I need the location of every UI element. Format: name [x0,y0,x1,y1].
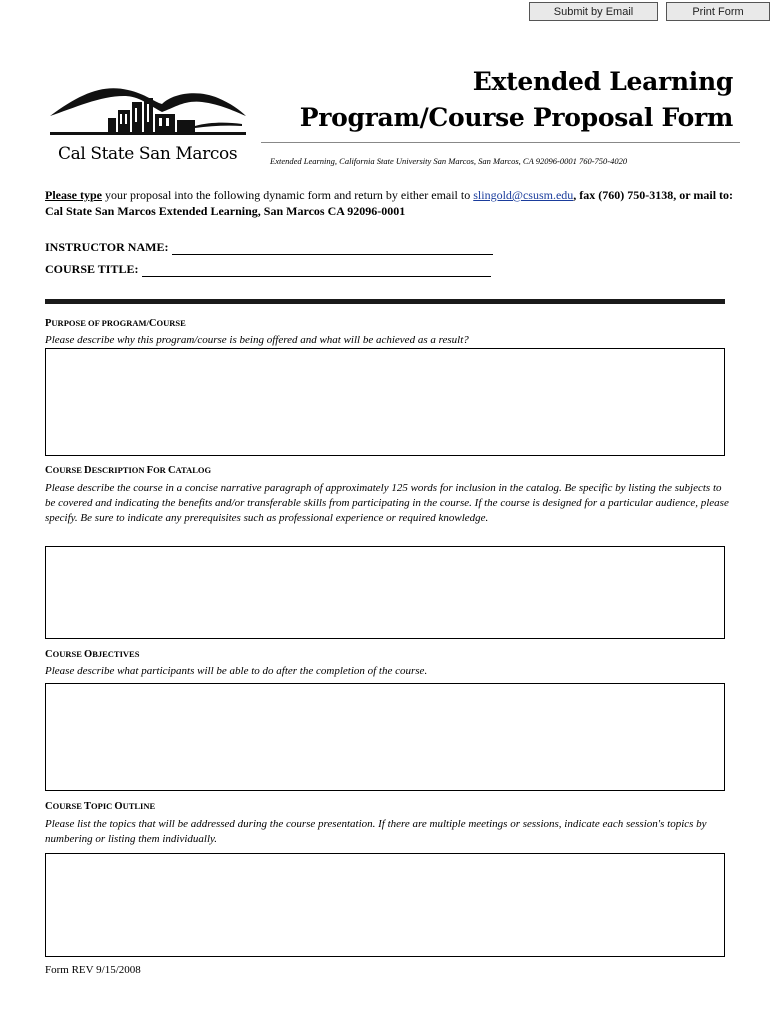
objectives-heading: COURSE OBJECTIVES [45,649,140,660]
logo-wordmark: Cal State San Marcos [58,144,238,164]
course-title-field [45,262,491,277]
title-line-2: Program/Course Proposal Form [299,103,733,132]
intro-paragraph [45,187,735,219]
catalog-description-textarea[interactable] [45,546,725,639]
intro-text-1: your proposal into the following dynamic form and return by either email to [101,188,474,202]
purpose-heading: PURPOSE OF PROGRAM/COURSE [45,318,186,329]
objectives-description: Please describe what participants will be able to do after the completion of the course. [45,665,428,677]
header-divider [261,142,740,143]
title-line-1: Extended Learning [472,67,733,96]
submit-by-email-button[interactable]: Submit by Email [529,2,658,21]
logo-hills-icon [50,80,246,142]
topic-outline-description: Please list the topics that will be addressed during the course presentation. If there are multiple meetings or sessions, indicate each session's topics by numbering or listing them individually. [45,818,707,845]
instructor-name-label: INSTRUCTOR NAME: [45,240,169,254]
intro-lead: Please type [45,188,102,202]
form-revision: Form REV 9/15/2008 [45,964,141,976]
purpose-textarea[interactable] [45,348,725,456]
print-form-button[interactable]: Print Form [666,2,770,21]
objectives-textarea[interactable] [45,683,725,791]
csusm-logo [50,80,246,170]
instructor-name-field [45,240,493,255]
instructor-name-input[interactable] [172,242,493,255]
topic-outline-heading: COURSE TOPIC OUTLINE [45,801,156,812]
email-link[interactable]: slingold@csusm.edu [473,188,574,202]
course-title-input[interactable] [142,264,491,277]
address-line: Extended Learning, California State University San Marcos, San Marcos, CA 92096-0001 760-750-4020 [270,156,628,166]
section-divider [45,299,725,304]
course-title-label: COURSE TITLE: [45,262,139,276]
catalog-description-text: Please describe the course in a concise narrative paragraph of approximately 125 words for inclusion in the catalog. Be specific by listing the subjects to be covered and indicating the benefits and/or transferable skills from participating in the course. If the course is designed for a particular audience, please specify. Be sure to indicate any prerequisites such as professional experience or required knowledge. [45,482,729,524]
topic-outline-textarea[interactable] [45,853,725,957]
purpose-description: Please describe why this program/course is being offered and what will be achieved as a result? [45,334,469,346]
intro-text-2: , fax (760) 750-3138, or mail to: Cal State San Marcos Extended Learning, San Marcos CA 92096-0001 [45,188,734,218]
catalog-description-heading: COURSE DESCRIPTION FOR CATALOG [45,465,212,476]
